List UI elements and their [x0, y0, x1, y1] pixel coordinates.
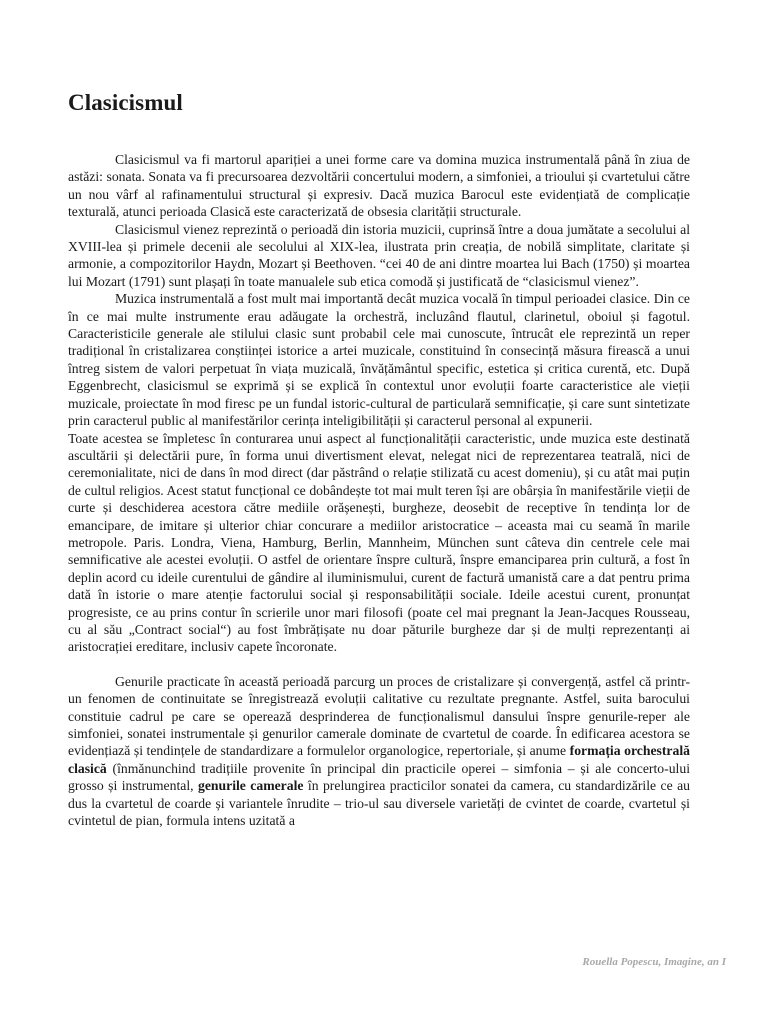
paragraph-5-text-c: în prelungirea practicilor sonatei da camera, cu standardizările ce au dus la cvartetul de coarde și variantele înrudite – trio-ul sau diversele varietăți de cvintet de coarde, cvartetul și cvintetul de pian, formula intens uzitată a: [68, 778, 691, 829]
footer-credit: Rouella Popescu, Imagine, an I: [582, 956, 726, 968]
paragraph-5: [68, 673, 690, 830]
paragraph-3: Muzica instrumentală a fost mult mai importantă decât muzica vocală în timpul perioadei clasice. Din ce în ce mai multe instrumente erau adăugate la orchestră, incluzând flautul, clarinetul, oboiul și fagotul. Caracteristicile generale ale stilului clasic sunt probabil cele mai cunoscute, întrucât ele reprezintă un reper tradițional în cristalizarea conștiinței istorice a artei muzicale, constituind în consecință măsura firească a unui întreg sistem de valori perpetuat în viața muzicală, învățământul specific, estetica și critica curentă, etc. După Eggenbrecht, clasicismul se exprimă și se explică în contextul unor evoluții foarte caracteristice ale vieții muzicale, proiectate în mod firesc pe un fundal istoric-cultural de particulară semnificație, și care sunt sintetizate prin caracterul public al manifestărilor cerința inteligibilității și caracterul personal al expunerii.: [68, 291, 690, 429]
paragraph-5-text-b: (înmănunchind tradițiile provenite în principal din practicile operei – simfonia – și ale concerto-ului grosso și instrumental,: [68, 760, 690, 794]
paragraph-4: Toate acestea se împletesc în conturarea unui aspect al funcționalității caracteristic, unde muzica este destinată ascultării și delectării pure, în forma unui divertisment elevat, nelegat nici de reprezentarea teatrală, nici de ceremonialitate, nici de dans în mod direct (dar păstrând o relație stilizată cu acest domeniu), și cu atât mai puțin de cultul religios. Acest statut funcțional ce dobândește tot mai mult teren își are obârșia în manifestările vieții de curte și deschiderea acestora către mediile orășenești, burgheze, deosebit de receptive în tendința lor de emancipare, de imitare și ulterior chiar concurare a mediilor aristocratice – aceasta mai cu seamă în marile metropole. Paris. Londra, Viena, Hamburg, Berlin, Mannheim, München sunt câteva din centrele cele mai semnificative ale acestei evoluții. O astfel de orientare înspre cultură, înspre emanciparea prin cultură, a fost în deplin acord cu ideile curentului de gândire al iluminismului, curent de factură umanistă care a dat pentru prima dată în istorie o mare atenție factorului social și responsabilității sociale. Ideile acestui curent, pronunțat progresiste, ce au prins contur în scrierile unor mari filosofi (poate cel mai pregnant la Jean-Jacques Rousseau, cu al său „Contract social“) au fost îmbrățișate nu doar păturile burgheze dar și de mulți reprezentanți ai aristocrației ereditare, inclusiv capete încoronate.: [68, 430, 690, 655]
paragraph-5-text-a: Genurile practicate în această perioadă parcurg un proces de cristalizare și convergență, astfel că printr-un fenomen de continuitate se înregistrează evoluții calitative cu rezultate pregnante. Astfel, suita barocului constituie cadrul pe care se operează desprinderea de funcționalismul dansului înspre genurile-reper ale simfoniei, sonatei instrumentale și genurilor camerale dominate de cvartetul de coarde. În edificarea acestora se evidențiază și tendințele de standardizare a formulelor organologice, repertoriale, și anume: [68, 673, 690, 759]
paragraph-5-bold-b: genurile camerale: [197, 778, 304, 794]
paragraph-5-bold-a: formația orchestrală clasică: [68, 743, 690, 776]
paragraph-2: Clasicismul vienez reprezintă o perioadă din istoria muzicii, cuprinsă între a doua jumătate a secolului al XVIII-lea și primele decenii ale secolului al XIX-lea, ilustrata prin creația, de nobilă simplitate, claritate și armonie, a compozitorilor Haydn, Mozart și Beethoven. “cei 40 de ani dintre moartea lui Bach (1750) și moartea lui Mozart (1791) sunt plașați în toate manualele sub etica comodă și justificată de “clasicismul vienez”.: [68, 221, 690, 289]
paragraph-1: Clasicismul va fi martorul apariției a unei forme care va domina muzica instrumentală până în ziua de astăzi: sonata. Sonata va fi precursoarea dezvoltării concertului modern, a simfoniei, a trioului și cvartetului către un nou vârf al rafinamentului structural și expresiv. Dacă muzica Barocul este evidențiată de complicație texturală, atunci perioada Clasică este caracterizată de obsesia clarității structurale.: [68, 152, 690, 220]
document-body: [68, 151, 690, 829]
page-title: Clasicismul: [68, 90, 183, 115]
